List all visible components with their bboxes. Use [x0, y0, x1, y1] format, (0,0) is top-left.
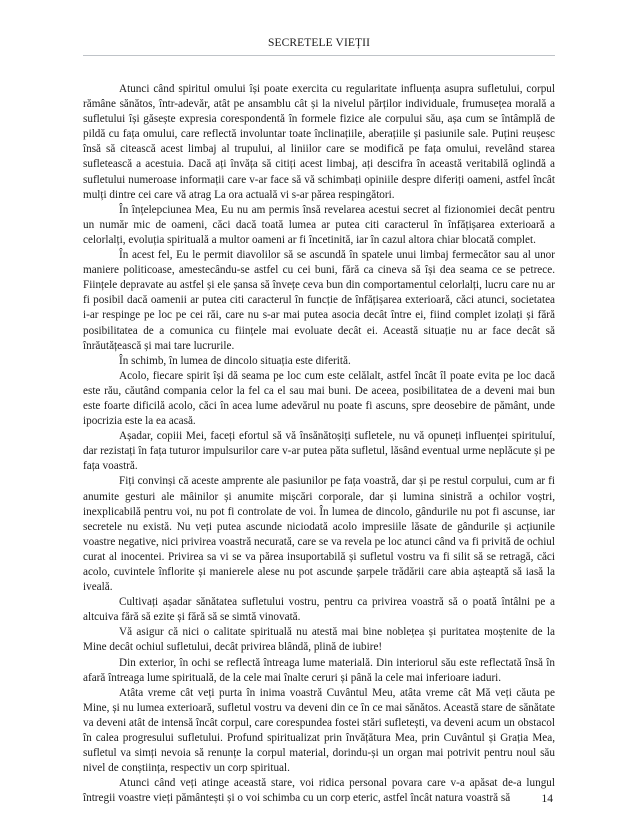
- paragraph: În schimb, în lumea de dincolo situația este diferită.: [119, 354, 351, 367]
- running-header: SECRETELE VIEȚII: [268, 37, 370, 49]
- header-divider: [83, 55, 555, 56]
- paragraph: În acest fel, Eu le permit diavolilor să se ascundă în spatele unui limbaj fermecător sau al unor maniere politicoase, amestecându-se astfel cu cei buni, fără ca cineva să își dea seama ce se petrece. Ființele depravate au astfel și ele șansa să învețe ceva bun din comportamentul celorlalți, lucru care nu ar fi posibil dacă oamenii ar putea citi caracterul în funcție de înfățișarea exterioară, căci atunci, societatea i-ar respinge pe loc pe cei răi, care nu s-ar mai putea asocia decât între ei, fiind complet izolați și fără posibilitatea de a comunica cu ființele mai evoluate decât ei. Această situație nu ar face decât să înrăutățească și mai tare lucrurile.: [83, 249, 555, 352]
- paragraph: Atâta vreme cât veți purta în inima voastră Cuvântul Meu, atâta vreme cât Mă veți căuta pe Mine, și nu lumea exterioară, sufletul vostru va deveni din ce în ce mai sănătos. Această stare de sănătate va deveni atât de intensă încât corpul, care corespundea fostei stări sufletești, va deveni acum un obstacol în calea progresului sufletului. Profund spiritualizat prin învățătura Mea, prin Cuvântul și Grația Mea, sufletul va simți nevoia să renunțe la corpul material, dorindu-și un organ mai potrivit pentru noul său nivel de conștiința, respectiv un corp spiritual.: [83, 686, 555, 775]
- paragraph: Vă asigur că nici o calitate spirituală nu atestă mai bine noblețea și puritatea moștenite de la Mine decât ochiul sufletului, decât privirea blândă, plină de iubire!: [83, 626, 555, 654]
- paragraph: Din exterior, în ochi se reflectă întreaga lume materială. Din interiorul său este reflectată însă în afară întreaga lume spirituală, de la cele mai înalte ceruri și până la cele mai inferioare iaduri.: [83, 656, 555, 684]
- page-body: [83, 82, 555, 807]
- paragraph: Așadar, copiii Mei, faceți efortul să vă însănătoșiți sufletele, nu vă opuneți influenței spirituluí, dar rezistați în fața tuturor impulsurilor care v-ar putea păta sufletul, lăsând eventual urme neplăcute și pe fața voastră.: [83, 430, 555, 473]
- paragraph: Atunci când spiritul omului își poate exercita cu regularitate influența asupra sufletului, corpul rămâne sănătos, într-adevăr, atât pe ansamblu cât și la nivelul părților individuale, frumusețea morală a sufletului își găsește expresia corespondentă în formele fizice ale corpului său, așa cum se întâmplă de pildă cu fața omului, care reflectă involuntar toate înclinațiile, aberațiile și pasiunile sale. Puțini reușesc însă să citească acest limbaj al trupului, al liniilor care se modifică pe fața omului, revelând starea sufletească a acestuia. Dacă ați învăța să citiți acest limbaj, ați descifra în această veritabilă oglindă a sufletului numeroase informații care v-ar face să vă schimbați opiniile despre diferiți oameni, astfel încât mulți dintre cei care vă atrag La ora actuală vi s-ar părea respingători.: [83, 83, 555, 201]
- paragraph: Acolo, fiecare spirit își dă seama pe loc cum este celălalt, astfel încât îl poate evita pe loc dacă este rău, căutând compania celor la fel ca el sau mai buni. De aceea, posibilitatea de a deveni mai bun este foarte dificilă acolo, căci în acea lume adevărul nu poate fi ascuns, spre deosebire de pământ, unde ipocrizia este la ea acasă.: [83, 369, 555, 428]
- paragraph: Cultivați așadar sănătatea sufletului vostru, pentru ca privirea voastră să o poată întâlni pe a altcuiva fără să ezite și fără să se simtă vinovată.: [83, 596, 555, 624]
- page-number: 14: [541, 793, 553, 805]
- paragraph: În înțelepciunea Mea, Eu nu am permis însă revelarea acestui secret al fizionomiei decât pentru un număr mic de oameni, căci dacă toată lumea ar putea citi caracterul în înfățișarea exterioară a celorlalți, evoluția spirituală a multor oameni ar fi încetinită, iar în cazul altora chiar blocată complet.: [83, 203, 555, 246]
- paragraph: Fiți convinși că aceste amprente ale pasiunilor pe fața voastră, dar și pe restul corpului, cum ar fi anumite gesturi ale mâinilor și anumite mișcări corporale, dar și lumina sinistră a ochilor voștri, inexplicabilă pentru voi, nu pot fi controlate de voi. În lumea de dincolo, gândurile nu pot fi ascunse, iar secretele nu există. Nu veți putea ascunde niciodată acolo impresiile lăsate de gândurile și acțiunile voastre negative, nici privirea voastră necurată, care se va revela pe loc atunci când va fi privită de ochiul curat al inocentei. Privirea sa vi se va părea insuportabilă și sufletul vostru va fi silit să se retragă, căci acolo, cuvintele înflorite și manierele alese nu pot ascunde șarpele trădării care abia așteaptă să iasă la iveală.: [83, 475, 555, 594]
- paragraph: Atunci când veți atinge această stare, voi ridica personal povara care v-a apăsat de-a lungul întregii voastre vieți pământești și o voi schimba cu un corp eteric, astfel încât natura voastră să: [83, 777, 555, 805]
